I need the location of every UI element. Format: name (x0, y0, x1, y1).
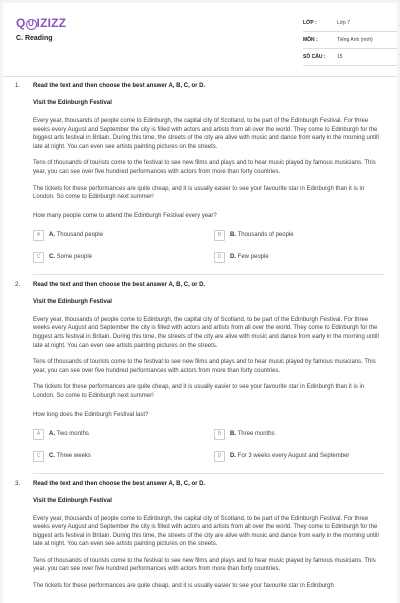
option-label: Three weeks (56, 453, 91, 459)
answer-option[interactable] (33, 429, 214, 440)
option-letter-box[interactable]: C (33, 451, 44, 462)
question-instruction: Read the text and then choose the best answer A, B, C, or D. (33, 83, 206, 89)
option-key: A. (49, 232, 55, 239)
answer-options (33, 230, 385, 263)
passage-paragraph: The tickets for these performances are quite cheap, and it is usually easier to see your favourite star in Edinburgh (33, 583, 334, 590)
answer-option[interactable] (214, 429, 384, 440)
option-key: B. (230, 431, 236, 437)
meta-subject-label: MÔN : (303, 37, 318, 43)
meta-count-label: SỐ CÂU : (303, 54, 326, 60)
worksheet-page (3, 3, 397, 603)
meta-class-value: Lớp 7 (337, 20, 351, 26)
meta-class-row (303, 15, 397, 32)
option-text (230, 254, 269, 260)
option-label: Few people (237, 254, 269, 261)
option-letter-box[interactable]: C (33, 252, 44, 263)
option-key: C. (49, 453, 55, 459)
option-key: D. (230, 453, 236, 459)
option-text (230, 431, 275, 437)
passage-paragraph: Every year, thousands of people come to Edinburgh, the capital city of Scotland, to be part of the Edinburgh Festival. For three weeks every August and September the city is filled with actors and artists from all over the world. They come to Edinburgh for the biggest arts festival in Britain. During this time, the streets of the city are alive with music and dance from early in the morning untill late at night. You can even see artists painting pictures on the streets. (33, 515, 379, 548)
question-divider (33, 473, 385, 474)
meta-count-row (303, 49, 397, 66)
option-text (49, 431, 89, 437)
option-key: C. (49, 254, 55, 261)
passage-title: Visit the Edinburgh Festival (33, 298, 112, 305)
option-letter-box[interactable]: D (214, 451, 225, 462)
passage-paragraph: Every year, thousands of people come to Edinburgh, the capital city of Scotland, to be part of the Edinburgh Festival. For three weeks every August and September the city is filled with actors and artists from all over the world. They come to Edinburgh for the biggest arts festival in Britain. During this time, the streets of the city are alive with music and dance from early in the morning untill late at night. You can even see artists painting pictures on the streets. (33, 118, 379, 150)
question-block (3, 279, 397, 474)
option-text (49, 254, 92, 260)
option-label: Thousands of people (237, 232, 294, 239)
passage-paragraph: Tens of thousands of tourists come to the festival to see new films and plays and to hear music played by famous musicians. This year, you can see over five hundred performances with actors from more than forty countries. (33, 557, 376, 573)
question-number: 3. (15, 480, 21, 487)
answer-option[interactable] (33, 252, 214, 263)
option-text (49, 232, 103, 238)
question-prompt: How long does the Edinburgh Festival last? (33, 411, 149, 418)
option-letter-box[interactable]: B (214, 429, 225, 440)
option-label: Some people (56, 254, 93, 261)
question-block (3, 478, 397, 591)
option-label: Three months (237, 431, 275, 437)
answer-option[interactable] (214, 252, 384, 263)
brand-logo: Q U IZIZZ (16, 16, 67, 30)
option-letter-box[interactable]: B (214, 230, 225, 241)
answer-option[interactable] (214, 230, 384, 241)
question-divider (33, 274, 385, 275)
passage-title: Visit the Edinburgh Festival (33, 497, 112, 504)
meta-subject-value: Tiếng Anh (mới) (337, 37, 373, 43)
header-divider (3, 76, 397, 77)
passage-title: Visit the Edinburgh Festival (33, 100, 112, 106)
answer-option[interactable] (33, 230, 214, 241)
passage-paragraph: Tens of thousands of tourists come to the festival to see new films and plays and to hear music played by famous musicians. This year, you can see over five hundred performances with actors from more than forty countries. (33, 359, 376, 374)
passage-paragraph: The tickets for these performances are quite cheap, and it is usually easier to see your favourite star in Edinburgh than it is in London. So come to Edinburgh next summer! (33, 384, 365, 399)
option-letter-box[interactable]: A (33, 230, 44, 241)
passage-paragraph: Tens of thousands of tourists come to the festival to see new films and plays and to hear music played by famous musicians. This year, you can see over five hundred performances with actors from more than forty countries. (33, 160, 376, 175)
option-key: D. (230, 254, 236, 261)
option-letter-box[interactable]: A (33, 429, 44, 440)
question-instruction: Read the text and then choose the best answer A, B, C, or D. (33, 480, 206, 487)
option-text (230, 453, 349, 459)
question-instruction: Read the text and then choose the best answer A, B, C, or D. (33, 281, 206, 288)
meta-subject-row (303, 32, 397, 49)
option-key: A. (49, 431, 55, 437)
option-key: B. (230, 232, 236, 239)
worksheet-header (3, 3, 397, 67)
answer-options (33, 429, 385, 462)
option-label: Two months (56, 431, 89, 437)
option-label: Thousand people (56, 232, 103, 239)
meta-count-value: 15 (337, 54, 343, 60)
meta-class-label: LỚP : (303, 20, 317, 26)
question-list (3, 80, 397, 591)
question-block (3, 80, 397, 275)
worksheet-meta (303, 15, 397, 66)
option-text (230, 232, 294, 238)
option-letter-box[interactable]: D (214, 252, 225, 263)
passage-paragraph: Every year, thousands of people come to Edinburgh, the capital city of Scotland, to be part of the Edinburgh Festival. For three weeks every August and September the city is filled with actors and artists from all over the world. They come to Edinburgh for the biggest arts festival in Britain. During this time, the streets of the city are alive with music and dance from early in the morning untill late at night. You can even see artists painting pictures on the streets. (33, 316, 379, 349)
question-number: 2. (15, 281, 21, 288)
question-prompt: How many people come to attend the Edinburgh Festival every year? (33, 212, 217, 219)
answer-option[interactable] (33, 451, 214, 462)
passage-paragraph: The tickets for these performances are quite cheap, and it is usually easier to see your favourite star in Edinburgh than it is in London. So come to Edinburgh next summer! (33, 185, 365, 201)
answer-option[interactable] (214, 451, 384, 462)
option-label: For 3 weeks every August and September (237, 453, 350, 459)
worksheet-subject: C. Reading (16, 35, 53, 42)
question-number: 1. (15, 83, 21, 89)
option-text (49, 453, 91, 459)
